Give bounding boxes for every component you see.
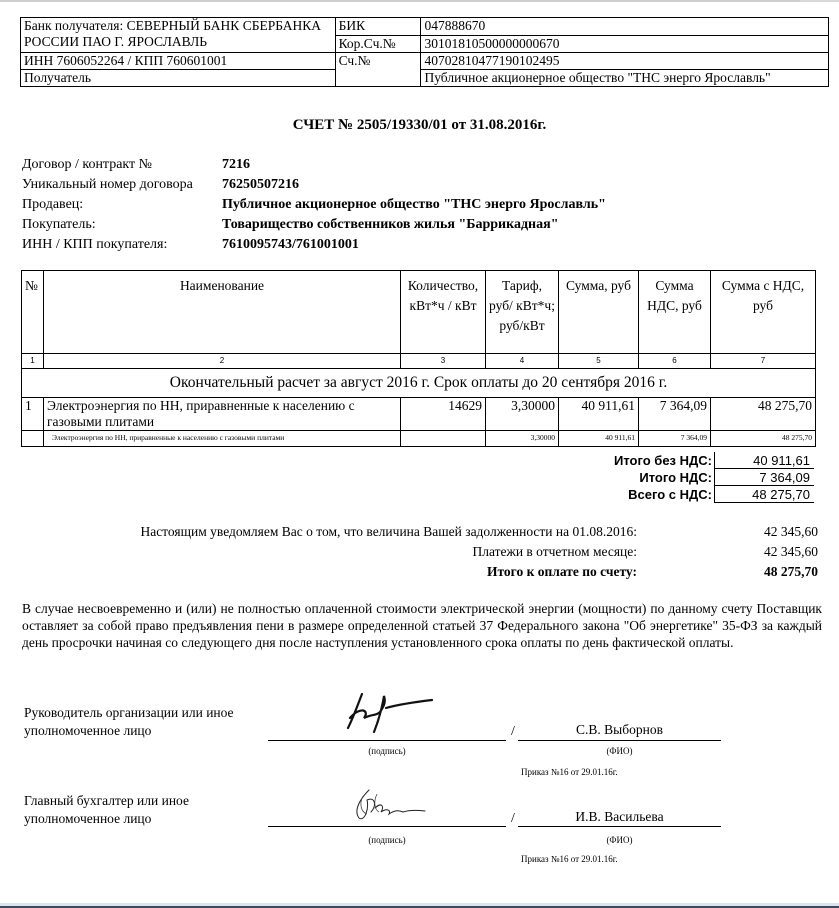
col-number: 7 xyxy=(711,354,816,369)
debt-summary xyxy=(40,522,820,582)
column-numbers-row xyxy=(22,354,816,369)
director-order: Приказ №16 от 29.01.16г. xyxy=(521,767,618,777)
name-caption: (ФИО) xyxy=(606,835,633,845)
info-row-buyer xyxy=(22,215,606,235)
col-header-name: Наименование xyxy=(44,271,401,354)
amount-due-label: Итого к оплате по счету: xyxy=(486,564,637,579)
separator: / xyxy=(511,811,515,826)
row-name: Электроэнергия по НН, приравненные к населению с газовыми плитами xyxy=(44,431,401,447)
recipient-label: Получатель xyxy=(21,70,336,87)
row-qty: 14629 xyxy=(401,398,486,431)
info-label: Покупатель: xyxy=(22,217,96,232)
table-header-row xyxy=(22,271,816,354)
role-line: уполномоченное лицо xyxy=(24,723,152,738)
row-vat: 7 364,09 xyxy=(639,398,711,431)
separator: / xyxy=(511,724,515,739)
col-number: 3 xyxy=(401,354,486,369)
total-label: Всего с НДС: xyxy=(628,487,712,502)
horizontal-scrollbar[interactable] xyxy=(0,0,839,2)
total-label: Итого НДС: xyxy=(639,470,712,485)
bik-label: БИК xyxy=(335,18,421,36)
total-value: 7 364,09 xyxy=(714,469,814,486)
inn-kpp: ИНН 7606052264 / КПП 760601001 xyxy=(21,53,336,70)
row-qty xyxy=(401,431,486,447)
window-bottom-bar xyxy=(0,903,839,908)
signature-caption: (подпись) xyxy=(368,835,406,845)
bank-name: Банк получателя: СЕВЕРНЫЙ БАНК СБЕРБАНКА РОССИИ ПАО Г. ЯРОСЛАВЛЬ xyxy=(21,18,336,53)
role-line: Руководитель организации или иное xyxy=(24,705,234,720)
account-label: Сч.№ xyxy=(335,53,421,87)
director-role xyxy=(24,704,234,740)
account-value: 40702810477190102495 xyxy=(421,53,829,70)
accountant-order: Приказ №16 от 29.01.16г. xyxy=(521,854,618,864)
contract-info xyxy=(22,155,606,255)
total-row-with-vat xyxy=(560,486,814,503)
accountant-name: И.В. Васильева xyxy=(575,809,664,824)
section-row xyxy=(22,369,816,398)
total-label: Итого без НДС: xyxy=(614,453,712,468)
info-value: 76250507216 xyxy=(222,177,299,192)
col-number: 1 xyxy=(22,354,44,369)
name-line xyxy=(518,826,721,827)
amount-due-row xyxy=(40,562,820,582)
col-header-vat: Сумма НДС, руб xyxy=(639,271,711,354)
col-header-sum: Сумма, руб xyxy=(559,271,639,354)
totals-block xyxy=(560,452,814,503)
payments-label: Платежи в отчетном месяце: xyxy=(472,544,637,559)
signature-line xyxy=(268,826,506,827)
col-header-num: № xyxy=(22,271,44,354)
scrollbar-thumb[interactable] xyxy=(0,0,800,2)
info-value: Товарищество собственников жилья "Баррикадная" xyxy=(222,217,559,232)
role-line: уполномоченное лицо xyxy=(24,811,152,826)
info-label: Договор / контракт № xyxy=(22,157,153,172)
director-name: С.В. Выборнов xyxy=(576,722,663,737)
col-number: 2 xyxy=(44,354,401,369)
row-total: 48 275,70 xyxy=(711,431,816,447)
payments-value: 42 345,60 xyxy=(764,544,818,559)
row-sum: 40 911,61 xyxy=(559,431,639,447)
info-label: Продавец: xyxy=(22,197,84,212)
table-row xyxy=(22,431,816,447)
role-line: Главный бухгалтер или иное xyxy=(24,793,189,808)
debt-row xyxy=(40,522,820,542)
recipient-value: Публичное акционерное общество "ТНС энерго Ярославль" xyxy=(421,70,829,87)
info-row-contract xyxy=(22,155,606,175)
col-number: 6 xyxy=(639,354,711,369)
col-number: 5 xyxy=(559,354,639,369)
accountant-signature-icon xyxy=(347,788,427,824)
info-row-unique-number xyxy=(22,175,606,195)
signature-line xyxy=(268,740,506,741)
signature-caption: (подпись) xyxy=(368,746,406,756)
info-value: 7610095743/761001001 xyxy=(222,237,359,252)
row-tariff: 3,30000 xyxy=(486,431,559,447)
row-tariff: 3,30000 xyxy=(486,398,559,431)
bank-details-table xyxy=(20,17,829,87)
col-header-tariff: Тариф, руб/ кВт*ч; руб/кВт xyxy=(486,271,559,354)
corr-account-value: 30101810500000000670 xyxy=(421,35,829,53)
col-header-total: Сумма с НДС, руб xyxy=(711,271,816,354)
total-value: 40 911,61 xyxy=(714,452,814,469)
row-num xyxy=(22,431,44,447)
info-row-buyer-inn xyxy=(22,235,606,255)
col-header-qty: Количество, кВт*ч / кВт xyxy=(401,271,486,354)
debt-value: 42 345,60 xyxy=(764,524,818,539)
debt-label: Настоящим уведомляем Вас о том, что величина Вашей задолженности на 01.08.2016: xyxy=(140,524,637,539)
table-row xyxy=(22,398,816,431)
info-label: ИНН / КПП покупателя: xyxy=(22,237,168,252)
total-row-vat xyxy=(560,469,814,486)
info-row-seller xyxy=(22,195,606,215)
corr-account-label: Кор.Сч.№ xyxy=(335,35,421,53)
section-title: Окончательный расчет за август 2016 г. Срок оплаты до 20 сентября 2016 г. xyxy=(22,369,816,398)
payments-row xyxy=(40,542,820,562)
bik-value: 047888670 xyxy=(421,18,829,36)
director-signature-icon xyxy=(340,688,435,736)
total-row-without-vat xyxy=(560,452,814,469)
name-line xyxy=(518,740,721,741)
items-table xyxy=(21,270,816,447)
row-sum: 40 911,61 xyxy=(559,398,639,431)
name-caption: (ФИО) xyxy=(606,746,633,756)
total-value: 48 275,70 xyxy=(714,486,814,503)
amount-due-value: 48 275,70 xyxy=(764,564,818,579)
invoice-title: СЧЕТ № 2505/19330/01 от 31.08.2016г. xyxy=(292,117,547,133)
info-value: Публичное акционерное общество "ТНС энерго Ярославль" xyxy=(222,197,606,212)
row-vat: 7 364,09 xyxy=(639,431,711,447)
accountant-role xyxy=(24,792,189,828)
row-num: 1 xyxy=(22,398,44,431)
info-label: Уникальный номер договора xyxy=(22,177,193,192)
penalty-notice: В случае несвоевременно и (или) не полностью оплаченной стоимости электрической энергии (мощности) по данному счету Поставщик оставляет за собой право предъявления пени в размере определенной статьей 37 Федерального закона "Об энергетике" 35-ФЗ за каждый день просрочки начиная со следующего дня после наступления установленного срока оплаты по день фактической оплаты. xyxy=(22,601,822,650)
info-value: 7216 xyxy=(222,157,250,172)
row-name: Электроэнергия по НН, приравненные к населению с газовыми плитами xyxy=(44,398,401,431)
row-total: 48 275,70 xyxy=(711,398,816,431)
col-number: 4 xyxy=(486,354,559,369)
